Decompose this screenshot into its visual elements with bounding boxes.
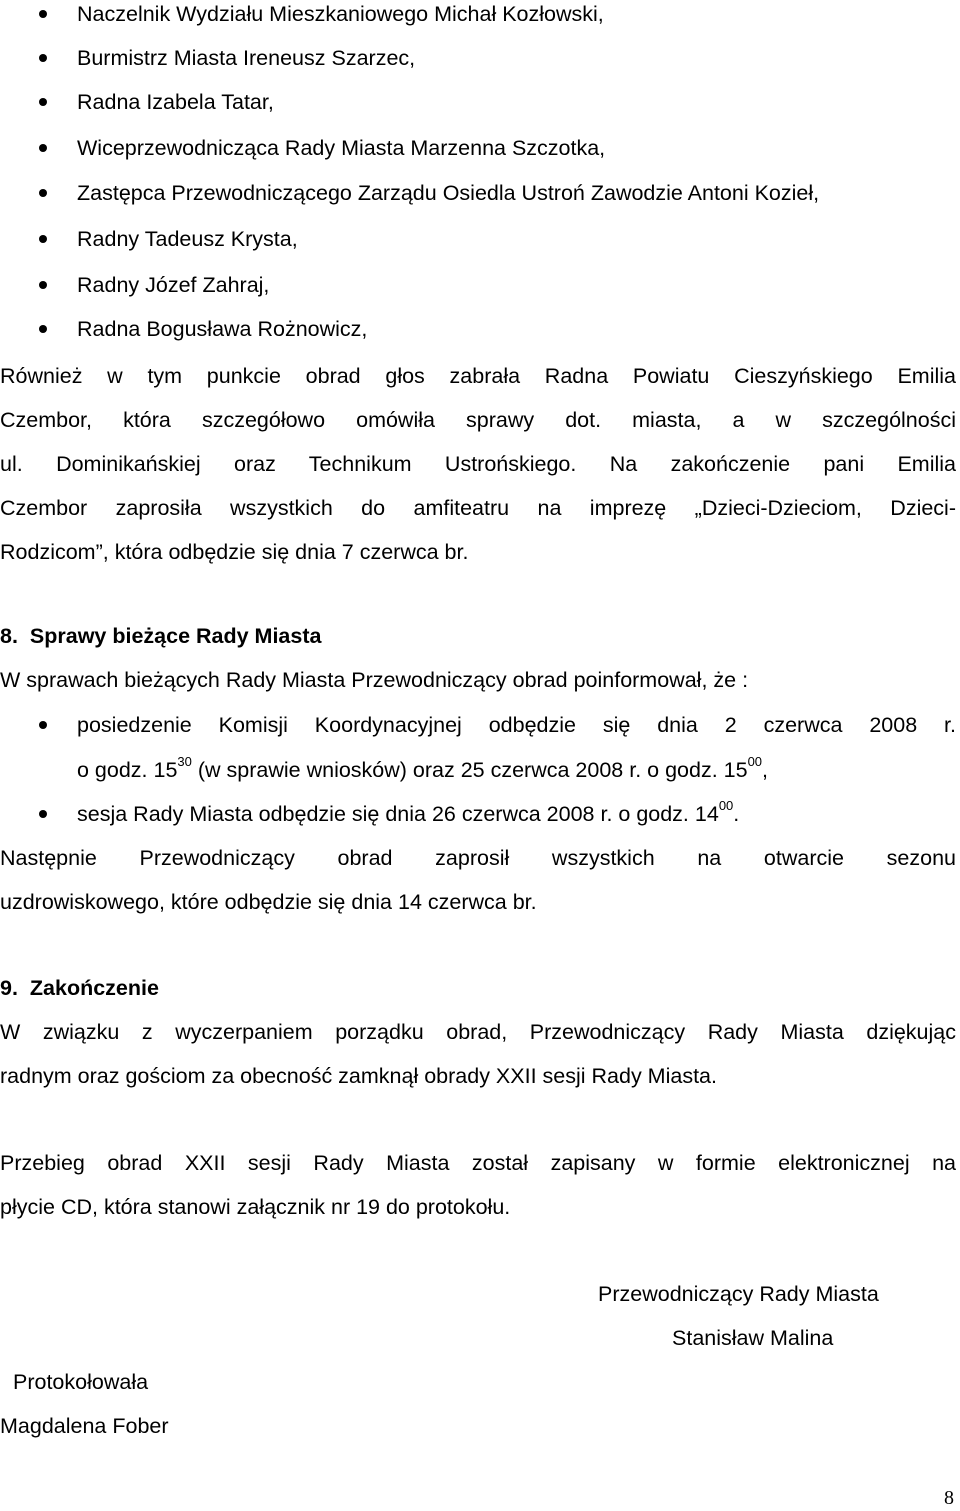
bullet-item: sesja Rady Miasta odbędzie się dnia 26 czerwca 2008 r. o godz. $14^{00}$.	[0, 792, 956, 836]
paragraph-line: Rodzicom”, która odbędzie się dnia 7 czerwca br.	[0, 540, 469, 564]
bullet-item: Burmistrz Miasta Ireneusz Szarzec,	[0, 36, 956, 80]
section-number: 8.	[0, 624, 18, 648]
paragraph-line: Czembor, która szczegółowo omówiła sprawy dot. miasta, a w szczególności	[0, 408, 956, 432]
paragraph-closing-session: W związku z wyczerpaniem porządku obrad, Przewodniczący Rady Miasta dziękując radnym oraz gościom za obecność zamknął obrady XXII sesji Rady Miasta.	[0, 1020, 956, 1088]
bullet-item: Wiceprzewodnicząca Rady Miasta Marzenna Szczotka,	[0, 126, 956, 170]
page-number: 8	[944, 1487, 954, 1509]
recorder-title: Protokołowała	[13, 1370, 149, 1394]
chair-name: Stanisław Malina	[672, 1326, 834, 1350]
bullet-icon	[39, 54, 47, 62]
chair-title: Przewodniczący Rady Miasta	[598, 1282, 879, 1306]
paragraph-line: ul. Dominikańskiej oraz Technikum Ustrońskiego. Na zakończenie pani Emilia	[0, 452, 956, 476]
bullet-icon	[39, 144, 47, 152]
bullet-icon	[39, 721, 47, 729]
bullet-icon	[39, 235, 47, 243]
section-9-heading	[0, 966, 956, 1010]
paragraph-line: Czembor zaprosiła wszystkich do amfiteatru na imprezę „Dzieci-Dzieciom, Dzieci-	[0, 496, 956, 520]
bullet-icon	[39, 98, 47, 106]
bullet-icon	[39, 325, 47, 333]
bullet-item: posiedzenie Komisji Koordynacyjnej odbędzie się dnia 2 czerwca 2008 r.	[0, 703, 956, 747]
paragraph-recording-note: Przebieg obrad XXII sesji Rady Miasta został zapisany w formie elektronicznej na płycie CD, która stanowi załącznik nr 19 do protokołu.	[0, 1151, 956, 1219]
bullet-icon	[39, 281, 47, 289]
bullet-item: Radny Tadeusz Krysta,	[0, 217, 956, 261]
bullet-item: Radny Józef Zahraj,	[0, 263, 956, 307]
section-number: 9.	[0, 976, 18, 1000]
bullet-icon	[39, 810, 47, 818]
bullet-item: Radna Bogusława Rożnowicz,	[0, 307, 956, 351]
bullet-icon	[39, 189, 47, 197]
bullet-item-continuation: o godz. $15^{30}$ (w sprawie wniosków) oraz 25 czerwca 2008 r. o godz. $15^{00}$,	[77, 753, 769, 782]
bullet-item: Naczelnik Wydziału Mieszkaniowego Michał Kozłowski,	[0, 0, 956, 36]
paragraph-season-opening: Następnie Przewodniczący obrad zaprosił wszystkich na otwarcie sezonu uzdrowiskowego, które odbędzie się dnia 14 czerwca br.	[0, 846, 956, 914]
section-8-heading	[0, 614, 956, 658]
section-title: Sprawy bieżące Rady Miasta	[29, 624, 322, 648]
recorder-name: Magdalena Fober	[0, 1414, 169, 1438]
paragraph-line: Również w tym punkcie obrad głos zabrała Radna Powiatu Cieszyńskiego Emilia	[0, 364, 956, 388]
bullet-item: Zastępca Przewodniczącego Zarządu Osiedla Ustroń Zawodzie Antoni Kozieł,	[0, 171, 956, 215]
bullet-icon	[39, 10, 47, 18]
section-title: Zakończenie	[29, 976, 159, 1000]
section-8-intro: W sprawach bieżących Rady Miasta Przewodniczący obrad poinformował, że :	[0, 668, 749, 692]
paragraph-emilia-czembor	[0, 354, 956, 574]
bullet-item: Radna Izabela Tatar,	[0, 80, 956, 124]
